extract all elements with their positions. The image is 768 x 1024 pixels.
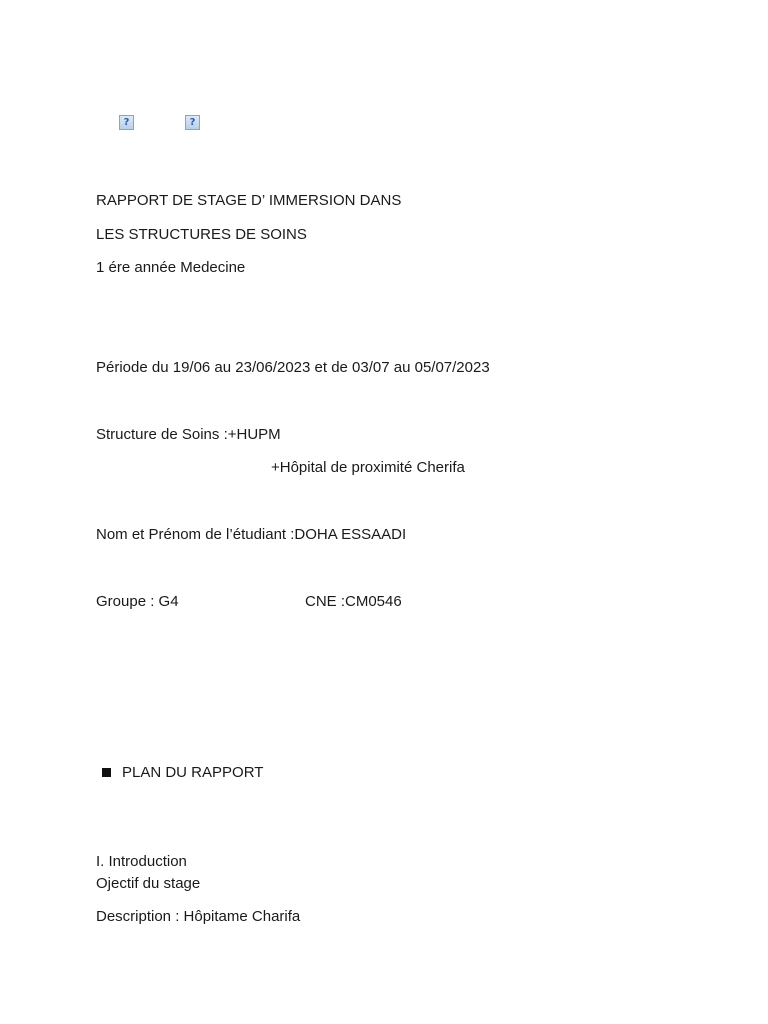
care-structure: Structure de Soins :+HUPM (96, 426, 281, 443)
student-cne: CNE :CM0546 (305, 593, 402, 610)
report-title-line-1: RAPPORT DE STAGE D’ IMMERSION DANS (96, 192, 402, 209)
internship-period: Période du 19/06 au 23/06/2023 et de 03/07 au 05/07/2023 (96, 359, 490, 376)
plan-item-description: Description : Hôpitame Charifa (96, 908, 301, 925)
student-name: Nom et Prénom de l’étudiant :DOHA ESSAADI (96, 526, 407, 543)
square-bullet-icon (102, 768, 111, 777)
broken-image-icon (119, 115, 134, 130)
plan-item-objective: Ojectif du stage (96, 875, 201, 892)
report-year: 1 ére année Medecine (96, 259, 246, 276)
student-group: Groupe : G4 (96, 593, 179, 610)
broken-image-icon (185, 115, 200, 130)
plan-item-introduction: I. Introduction (96, 853, 187, 870)
plan-heading: PLAN DU RAPPORT (122, 764, 264, 781)
report-title-line-2: LES STRUCTURES DE SOINS (96, 226, 307, 243)
care-structure-secondary: +Hôpital de proximité Cherifa (271, 459, 465, 476)
